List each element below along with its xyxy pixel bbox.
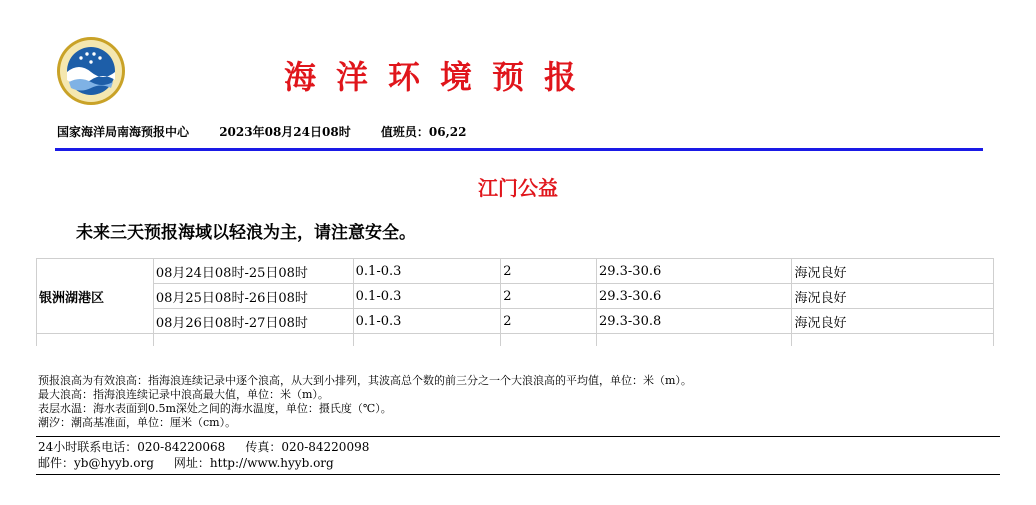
note-tide: 潮汐：潮高基准面，单位：厘米（cm）。: [38, 416, 237, 429]
table-row: [37, 309, 994, 334]
table-spacer-row: [37, 334, 994, 347]
report-header-info: [57, 123, 492, 140]
definition-notes: [38, 374, 692, 430]
water-temperature: 29.3-30.8: [596, 309, 792, 334]
duty-officer: 值班员：06,22: [380, 125, 467, 139]
note-wave-height: 预报浪高为有效浪高：指海浪连续记录中逐个浪高，从大到小排列，其波高总个数的前三分之一个大浪浪高的平均值，单位：米（m）。: [38, 374, 692, 387]
forecast-area: 银洲湖港区: [37, 259, 154, 334]
forecast-table: [36, 258, 994, 346]
note-max-wave: 最大浪高：指海浪连续记录中浪高最大值，单位：米（m）。: [38, 388, 329, 401]
sea-condition: 海况良好: [792, 259, 994, 284]
region-title: 江门公益: [478, 176, 558, 200]
table-row: [37, 284, 994, 309]
wave-level: 2: [501, 309, 597, 334]
wave-height: 0.1-0.3: [353, 309, 501, 334]
forecast-period: 08月26日08时-27日08时: [153, 309, 353, 334]
wave-height: 0.1-0.3: [353, 284, 501, 309]
water-temperature: 29.3-30.6: [596, 284, 792, 309]
header-divider: [55, 148, 983, 151]
report-datetime: 2023年08月24日08时: [219, 125, 351, 139]
note-water-temp: 表层水温：海水表面到0.5m深处之间的海水温度，单位：摄氏度（℃）。: [38, 402, 392, 415]
forecast-period: 08月25日08时-26日08时: [153, 284, 353, 309]
wave-height: 0.1-0.3: [353, 259, 501, 284]
forecast-summary: 未来三天预报海域以轻浪为主，请注意安全。: [76, 223, 416, 243]
sea-condition: 海况良好: [792, 284, 994, 309]
water-temperature: 29.3-30.6: [596, 259, 792, 284]
table-row: [37, 259, 994, 284]
contact-email[interactable]: 邮件：yb@hyyb.org: [38, 456, 154, 470]
contact-divider-bottom: [36, 474, 1000, 475]
agency-logo-icon: [56, 36, 126, 106]
contact-divider-top: [36, 436, 1000, 437]
sea-condition: 海况良好: [792, 309, 994, 334]
agency-name: 国家海洋局南海预报中心: [57, 125, 190, 139]
contact-phone: 24小时联系电话：020-84220068: [38, 440, 226, 454]
contact-website[interactable]: 网址：http://www.hyyb.org: [173, 456, 334, 470]
wave-level: 2: [501, 259, 597, 284]
page-title: 海洋环境预报: [283, 58, 596, 96]
contact-info: [38, 439, 389, 471]
wave-level: 2: [501, 284, 597, 309]
forecast-period: 08月24日08时-25日08时: [153, 259, 353, 284]
contact-fax: 传真：020-84220098: [245, 440, 370, 454]
